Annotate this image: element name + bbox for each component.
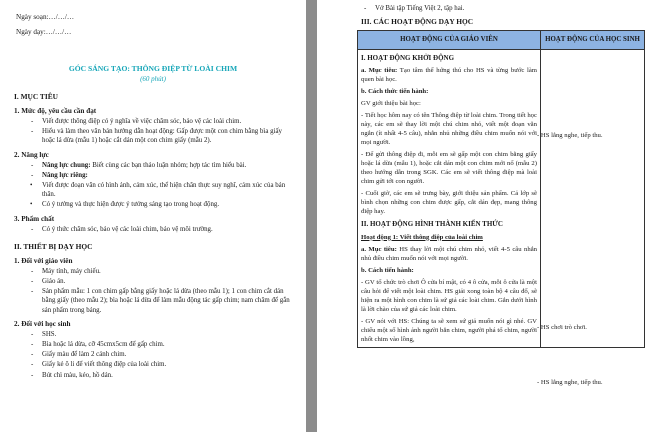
objective-text: HS thay lời một chú chim nhỏ, viết 4-5 câu nhắn nhủ điều chim muốn nói với mọi người. [361,245,538,262]
objective-label: a. Mục tiêu: [361,67,398,74]
list-item: - Giấy kẻ ô li để viết thông điệp của loài chim. [42,360,292,369]
subsection-requirements: 1. Mức độ, yêu cầu cần đạt [14,107,97,115]
teacher-column-header: HOẠT ĐỘNG CỦA GIÁO VIÊN [358,31,541,50]
right-page [317,0,650,432]
list-item: - Có ý thức chăm sóc, bảo vệ các loài chim, bảo vệ môi trường. [42,225,292,234]
list-item [42,161,292,170]
lesson-duration: (60 phút) [140,75,166,83]
list-item: - Máy tính, máy chiếu. [42,267,292,276]
list-item: • Viết được đoạn văn có hình ảnh, cảm xúc, thể hiện chân thực suy nghĩ, cảm xúc của bản thân. [42,181,292,199]
section-equipment: II. THIẾT BỊ DẠY HỌC [14,241,93,251]
paragraph: - GV tổ chức trò chơi Ô cửa bí mật, có 4 ô cửa, mỗi ô cửa là một câu hỏi để viết một loài chim. HS giải xong toàn bộ 4 câu đố, sẽ hiện ra một hình con chim là sứ giả các loài chim. Gắn dưới hình là lời chào của sứ giả các loài chim. [361,278,537,313]
list-item: - Giáo án. [42,277,292,286]
date-taught: Ngày dạy:…/…/… [16,28,72,36]
list-item: - Giấy màu để làm 2 cánh chim. [42,350,292,359]
paragraph: - Để gửi thông điệp đi, mỗi em sẽ gấp một con chim bằng giấy hoặc lá dừa (mẫu 1), hoặc cắt dán một con chim mới nổ (mẫu 2) theo hướng dẫn trong SGK. Các em sẽ viết thông điệp mà loài chim gửi tới con người. [361,151,537,185]
qualities-list [14,225,292,234]
list-item: - Bìa hoặc lá dừa, cỡ 45cmx5cm để gấp chim. [42,340,292,349]
competence-list [14,161,292,210]
list-item: • Có ý tưởng và thực hiện được ý tưởng sáng tạo trong hoạt động. [42,200,292,209]
list-item: - Bút chì màu, kéo, hồ dán. [42,371,292,380]
student-note: - HS lắng nghe, tiếp thu. [537,132,603,139]
activities-table [357,30,645,348]
general-competence-text: Biết cùng các bạn thảo luận nhóm; hợp tác tìm hiểu bài. [90,161,247,169]
warmup-method: b. Cách thức tiến hành: [361,88,429,95]
student-activity-cell [541,49,645,347]
general-competence-label: Năng lực chung: [42,161,91,169]
table-row [358,49,645,347]
objective-label: a. Mục tiêu: [361,245,397,253]
specific-competence-label: Năng lực riêng: [42,171,88,179]
section-objectives: I. MỤC TIÊU [14,92,59,101]
list-item: - Viết được thông điệp có ý nghĩa về việc chăm sóc, bảo vệ các loài chim. [42,117,292,126]
subsection-teacher: 1. Đối với giáo viên [14,256,73,265]
activity-1-heading: Hoạt động 1: Viết thông điệp của loài chim [361,233,483,241]
list-item: - Hiểu và làm theo văn bản hướng dẫn hoạt động: Gấp được một con chim bằng bìa giấy hoặc lá dừa (mẫu 1) hoặc cắt dán một con chim giấy (mẫu 2). [42,127,292,145]
list-item: - Sản phẩm mẫu: 1 con chim gấp bằng giấy hoặc lá dừa (theo mẫu 1); 1 con chim cắt dán bằng giấy (theo mẫu 2); bìa hoặc lá dừa để làm mẫu động tác gấp chim; nam châm để gắn sản phẩm trong bảng. [42,287,292,315]
paragraph: - Cuối giờ, các em sẽ trưng bày, giới thiệu sản phẩm. Cả lớp sẽ bình chọn những con chim được gấp, cắt dán đẹp, mang thông điệp hay. [361,190,537,215]
activity-warmup-heading: I. HOẠT ĐỘNG KHỞI ĐỘNG [361,53,455,62]
paragraph: - GV nói với HS: Chúng ta sẽ xem sứ giả muốn nói gì nhé. GV chiếu một số hình ảnh người bắn chim, người phá tổ chim, người nhốt chim vào lồng, [361,317,537,343]
activity-knowledge-heading: II. HOẠT ĐỘNG HÌNH THÀNH KIẾN THỨC [361,220,503,228]
teacher-activity-cell [358,49,541,347]
student-note: - HS chơi trò chơi. [537,324,587,331]
activity-1-method: b. Cách tiến hành: [361,266,414,274]
student-column-header: HOẠT ĐỘNG CỦA HỌC SINH [541,31,645,50]
activity-1-objective [361,245,537,263]
warmup-objective [361,66,537,84]
paragraph: GV giới thiệu bài học: [361,100,421,107]
student-note: - HS lắng nghe, tiếp thu. [537,379,603,386]
list-item [42,171,292,180]
teacher-equipment-list [14,267,292,315]
table-header-row [358,31,645,50]
requirements-list [14,117,292,146]
subsection-qualities: 3. Phẩm chất [14,214,55,223]
section-activities: III. CÁC HOẠT ĐỘNG DẠY HỌC [361,17,474,26]
left-page [0,0,306,432]
objective-text: Tạo tâm thế hứng thú cho HS và từng bước làm quen bài học. [361,67,537,83]
subsection-competence: 2. Năng lực [14,150,49,159]
subsection-student: 2. Đối với học sinh [14,319,71,328]
date-prepared: Ngày soạn:…/…/… [16,13,75,21]
list-item: - SHS. [42,330,292,339]
lesson-title: GÓC SÁNG TẠO: THÔNG ĐIỆP TỪ LOÀI CHIM [68,64,238,73]
workbook-item: - Vở Bài tập Tiếng Việt 2, tập hai. [317,4,650,13]
paragraph: - Tiết học hôm nay có tên Thông điệp từ loài chim. Trong tiết học này, các em sẽ thay lời một chú chim nhỏ, viết một đoạn văn ngắn (ít nhất 4-5 câu), nhắn nhủ những điều chim muốn nói với mọi người. [361,112,537,146]
student-equipment-list [14,330,292,380]
